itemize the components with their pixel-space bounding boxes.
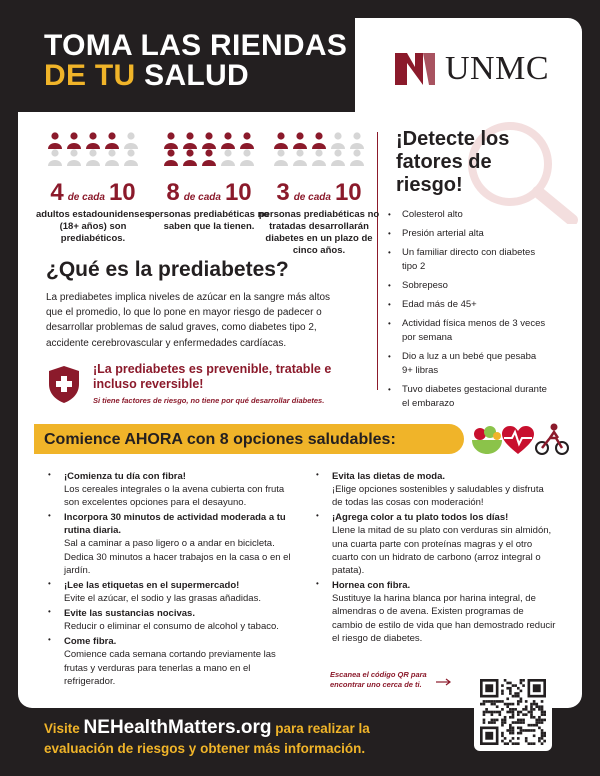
person-icon	[67, 149, 81, 166]
person-icon	[221, 149, 235, 166]
fruit-bowl-icon	[470, 422, 504, 456]
risk-factor-item: • Colesterol alto	[388, 208, 548, 222]
option-body: Llene la mitad de su plato con verduras sin almidón, una cuarta parte con proteínas magras y el otro cuarto con un hidrato de carbono (arroz integral o patata).	[332, 525, 552, 577]
stat-8-of-10	[148, 132, 270, 233]
option-item	[316, 511, 556, 577]
person-icon	[240, 132, 254, 149]
heart-pulse-icon	[500, 424, 536, 456]
option-item	[48, 470, 298, 509]
options-heading: Comience AHORA con 8 opciones saludables:	[44, 431, 396, 448]
person-icon	[183, 149, 197, 166]
qr-note-text: Escanea el código QR para encontrar uno cerca de ti.	[330, 670, 427, 689]
person-icon	[350, 149, 364, 166]
person-icon	[331, 149, 345, 166]
stat-total: 10	[108, 179, 136, 206]
stat-text: personas prediabéticas no saben que la tienen.	[148, 209, 270, 232]
option-body: Evite el azúcar, el sodio y las grasas añadidas.	[64, 593, 261, 605]
option-item	[316, 470, 556, 509]
cyclist-icon	[534, 422, 570, 456]
option-heading: • Evite las sustancias nocivas.	[64, 608, 195, 620]
prediabetes-body: La prediabetes implica niveles de azúcar en la sangre más altos que el promedio, lo que lo pone en mayor riesgo de padecer o desarrollar problemas de salud graves, como diabetes tipo 2, accidente cerebrovascular y enfermedades cardíacas.	[46, 292, 331, 349]
stat-text: personas prediabéticas no tratadas desarrollarán diabetes en un plazo de cinco años.	[258, 209, 380, 256]
footer-line1	[44, 717, 370, 739]
option-heading: • Hornea con fibra.	[332, 580, 411, 592]
person-icon	[124, 149, 138, 166]
option-item	[48, 579, 298, 605]
risk-factor-item: • Actividad física menos de 3 veces por semana	[388, 317, 548, 345]
options-left-column	[48, 470, 298, 690]
risk-factor-item: • Tuvo diabetes gestacional durante el embarazo	[388, 383, 548, 411]
stat-de-cada: de cada	[183, 192, 221, 203]
unmc-logo	[393, 50, 549, 88]
person-icon	[124, 132, 138, 149]
footer-line1-rest: para realizar la	[275, 721, 370, 736]
option-heading: • Incorpora 30 minutos de actividad moderada a tu rutina diaria.	[64, 512, 286, 537]
option-heading: • Evita las dietas de moda.	[332, 471, 445, 482]
title-rest: SALUD	[144, 59, 249, 92]
person-icon	[164, 149, 178, 166]
person-icon	[331, 132, 345, 149]
qr-note	[330, 670, 450, 690]
person-icon	[274, 132, 288, 149]
page-title-line1: TOMA LAS RIENDAS	[44, 29, 348, 62]
shield-plus-icon	[46, 364, 82, 404]
option-heading: • ¡Lee las etiquetas en el supermercado!	[64, 580, 240, 592]
person-icon	[48, 149, 62, 166]
stat-number: 3	[276, 179, 290, 206]
people-icons	[45, 132, 141, 168]
person-icon	[312, 149, 326, 166]
stat-total: 10	[224, 179, 252, 206]
preventable-heading: ¡La prediabetes es prevenible, tratable e incluso reversible!	[93, 362, 332, 391]
prediabetes-heading: ¿Qué es la prediabetes?	[46, 258, 289, 281]
title-highlight: DE TU	[44, 59, 136, 92]
footer-line2: evaluación de riesgos y obtener más información.	[44, 741, 366, 756]
footer-url-link[interactable]: NEHealthMatters.org	[83, 717, 272, 738]
stat-number: 4	[50, 179, 64, 206]
risk-factors-heading: ¡Detecte los fatores de riesgo!	[396, 128, 510, 196]
footer-visit: Visite	[44, 721, 80, 736]
person-icon	[86, 132, 100, 149]
page-title-line2	[44, 60, 249, 92]
risk-factor-item: • Presión arterial alta	[388, 227, 548, 241]
risk-factor-item: • Sobrepeso	[388, 279, 548, 293]
person-icon	[86, 149, 100, 166]
stat-4-of-10	[32, 132, 154, 245]
logo-text: UNMC	[445, 50, 550, 87]
option-heading: • ¡Agrega color a tu plato todos los días!	[332, 512, 509, 524]
option-body: Reducir o eliminar el consumo de alcohol y tabaco.	[64, 621, 279, 633]
person-icon	[202, 132, 216, 149]
option-heading: • Come fibra.	[64, 636, 117, 648]
stat-3-of-10	[258, 132, 380, 257]
stat-de-cada: de cada	[67, 192, 105, 203]
risk-factors-list	[388, 208, 548, 416]
person-icon	[164, 132, 178, 149]
option-body: ¡Elige opciones sostenibles y saludables y disfruta de todas las cosas con moderación!	[332, 484, 544, 509]
qr-code[interactable]	[474, 673, 552, 751]
person-icon	[293, 132, 307, 149]
stat-text: adultos estadounidenses (18+ años) son prediabéticos.	[35, 209, 151, 244]
arrow-right-icon	[436, 678, 452, 686]
stat-de-cada: de cada	[293, 192, 331, 203]
person-icon	[350, 132, 364, 149]
person-icon	[202, 149, 216, 166]
preventable-subtitle: Si tiene factores de riesgo, no tiene por qué desarrollar diabetes.	[93, 396, 325, 405]
stat-total: 10	[334, 179, 362, 206]
options-right-column	[316, 470, 556, 647]
option-body: Los cereales integrales o la avena cubierta con fruta son excelentes opciones para el desayuno.	[64, 484, 285, 509]
people-icons	[271, 132, 367, 168]
risk-factor-item: • Edad más de 45+	[388, 298, 548, 312]
unmc-n-logo-icon	[393, 51, 437, 87]
person-icon	[274, 149, 288, 166]
option-body: Sal a caminar a paso ligero o a andar en bicicleta. Dedica 30 minutos a hacer trabajos en la casa o en el jardín.	[64, 538, 291, 576]
option-body: Sustituye la harina blanca por harina integral, de almendras o de avena. Existen programas de cambio de estilo de vida que han demostrado reducir el riesgo de diabetes.	[332, 593, 556, 644]
person-icon	[67, 132, 81, 149]
person-icon	[105, 132, 119, 149]
person-icon	[312, 132, 326, 149]
option-item	[48, 635, 298, 688]
person-icon	[105, 149, 119, 166]
person-icon	[183, 132, 197, 149]
option-heading: • ¡Comienza tu día con fibra!	[64, 471, 186, 482]
option-item	[316, 579, 556, 645]
person-icon	[48, 132, 62, 149]
risk-factor-item: • Dio a luz a un bebé que pesaba 9+ libras	[388, 350, 548, 378]
person-icon	[240, 149, 254, 166]
person-icon	[293, 149, 307, 166]
people-icons	[161, 132, 257, 168]
option-body: Comience cada semana cortando previamente las frutas y verduras para tenerlas a mano en el refrigerador.	[64, 649, 276, 687]
person-icon	[221, 132, 235, 149]
risk-factor-item: • Un familiar directo con diabetes tipo 2	[388, 246, 548, 274]
option-item	[48, 607, 298, 633]
qr-code-icon	[474, 673, 552, 751]
option-item	[48, 511, 298, 577]
stat-number: 8	[166, 179, 180, 206]
